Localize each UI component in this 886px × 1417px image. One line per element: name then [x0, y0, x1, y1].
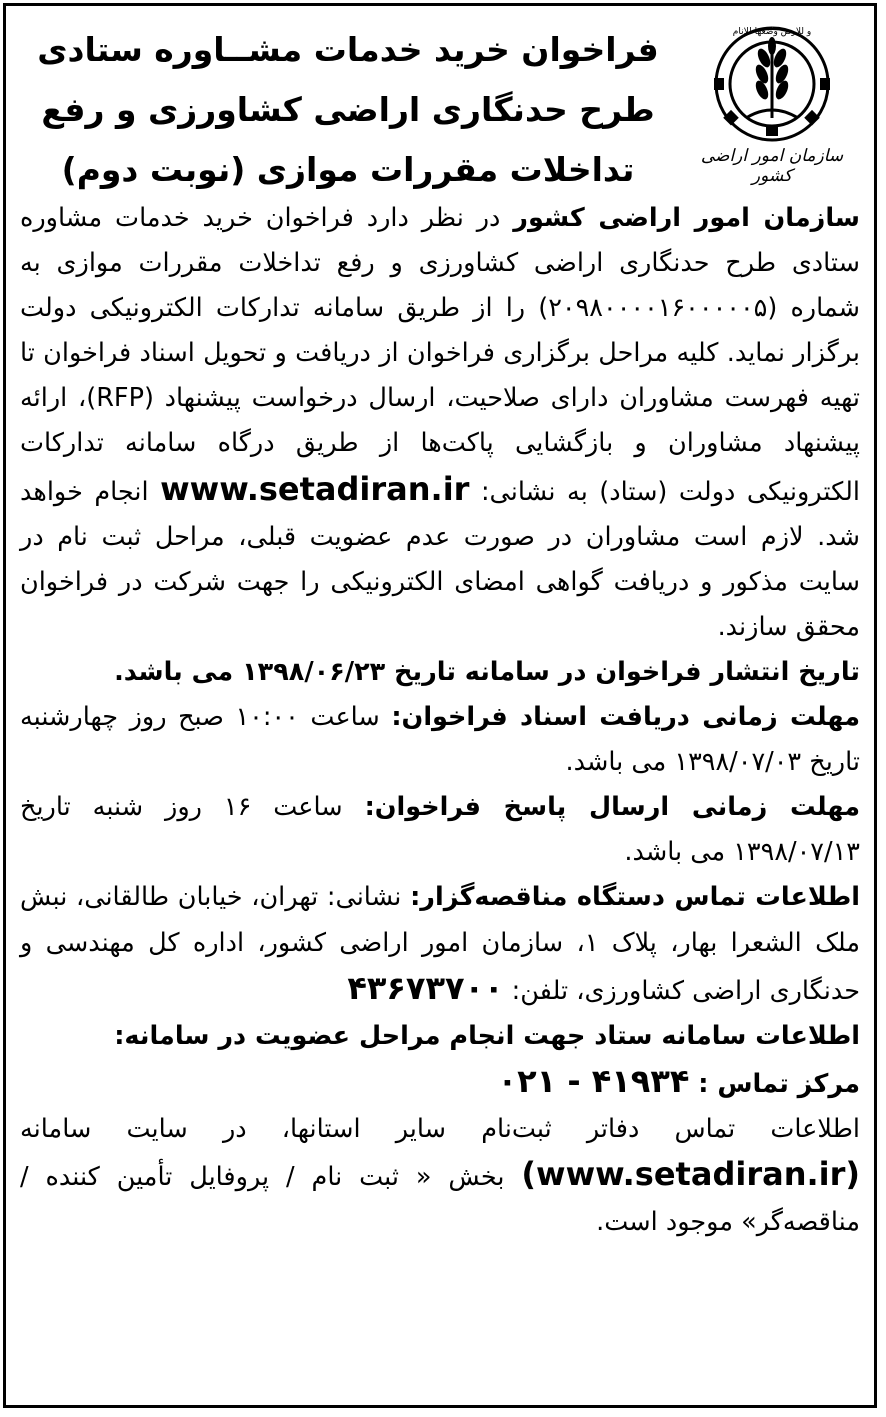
header — [6, 6, 874, 206]
docs-deadline — [20, 695, 860, 785]
organization-logo — [692, 18, 852, 194]
contact-info — [20, 875, 860, 1013]
call-center-label: مرکز تماس : — [689, 1068, 860, 1099]
offices-text-2: بخش « ثبت نام / پروفایل تأمین کننده / مناقصه‌گر» موجود است. — [20, 1161, 860, 1238]
call-center — [20, 1059, 860, 1107]
title-line: فراخوان خرید خدمات مشــاوره ستادی — [37, 30, 659, 69]
website-link: www.setadiran.ir — [160, 469, 470, 508]
contact-label: اطلاعات تماس دستگاه مناقصه‌گزار: — [410, 882, 860, 913]
call-center-number: ۰۲۱ - ۴۱۹۳۴ — [497, 1061, 690, 1100]
title-line: طرح حدنگاری اراضی کشاورزی و رفع — [41, 90, 655, 129]
publish-date: تاریخ انتشار فراخوان در سامانه تاریخ ۱۳۹۸/۰۶/۲۳ می باشد. — [114, 656, 860, 687]
title-line: تداخلات مقررات موازی (نوبت دوم) — [61, 150, 635, 189]
announcement-frame — [3, 3, 877, 1408]
docs-deadline-text: ساعت ۱۰:۰۰ صبح روز چهارشنبه تاریخ ۱۳۹۸/۰۷/۰۳ می باشد. — [20, 702, 860, 778]
phone-label: تلفن: — [503, 975, 569, 1006]
offices-website-link: (www.setadiran.ir) — [521, 1154, 860, 1193]
system-info-heading: اطلاعات سامانه ستاد جهت انجام مراحل عضویت در سامانه: — [114, 1020, 860, 1051]
intro-paragraph — [20, 196, 860, 650]
logo-ring-text: و للارض وضعها للانام — [732, 27, 812, 37]
offices-text: اطلاعات تماس دفاتر ثبت‌نام سایر استانها، در سایت سامانه — [20, 1113, 860, 1144]
org-name-bold: سازمان امور اراضی کشور — [513, 203, 860, 233]
response-deadline — [20, 785, 860, 875]
intro-text-2: انجام خواهد شد. لازم است مشاوران در صورت عدم عضویت قبلی، مراحل ثبت نام در سایت مذکور و دریافت گواهی امضای الکترونیکی را جهت شرکت در فراخوان محقق سازند. — [20, 476, 860, 642]
response-deadline-label: مهلت زمانی ارسال پاسخ فراخوان: — [364, 792, 861, 823]
wheat-gear-emblem-icon — [702, 18, 842, 142]
announcement-body — [20, 196, 860, 1245]
announcement-title — [18, 20, 678, 200]
offices-info — [20, 1107, 860, 1245]
contact-address: نشانی: تهران، خیابان طالقانی، نبش ملک الشعرا بهار، پلاک ۱، سازمان امور اراضی کشور، اداره کل مهندسی و حدنگاری اراضی کشاورزی، — [20, 882, 860, 1006]
docs-deadline-label: مهلت زمانی دریافت اسناد فراخوان: — [391, 702, 860, 733]
phone-number: ۴۳۶۷۳۷۰۰ — [347, 968, 504, 1007]
logo-org-name: سازمان امور اراضی کشور — [700, 146, 844, 186]
intro-text: در نظر دارد فراخوان خرید خدمات مشاوره ستادی طرح حدنگاری اراضی کشاورزی و رفع تداخلات مقررات موازی به شماره (۲۰۹۸۰۰۰۰۱۶۰۰۰۰۰۵) را از طریق سامانه تدارکات الکترونیکی دولت برگزار نماید. کلیه مراحل برگزاری فراخوان از دریافت و تحویل اسناد فراخوان تا تهیه فهرست مشاوران دارای صلاحیت، ارسال درخواست پیشنهاد (RFP)، ارائه پیشنهاد مشاوران و بازگشایی پاکت‌ها از طریق درگاه سامانه تدارکات الکترونیکی دولت (ستاد) به نشانی: — [20, 203, 861, 507]
response-deadline-text: ساعت ۱۶ روز شنبه تاریخ ۱۳۹۸/۰۷/۱۳ می باشد. — [20, 792, 860, 868]
